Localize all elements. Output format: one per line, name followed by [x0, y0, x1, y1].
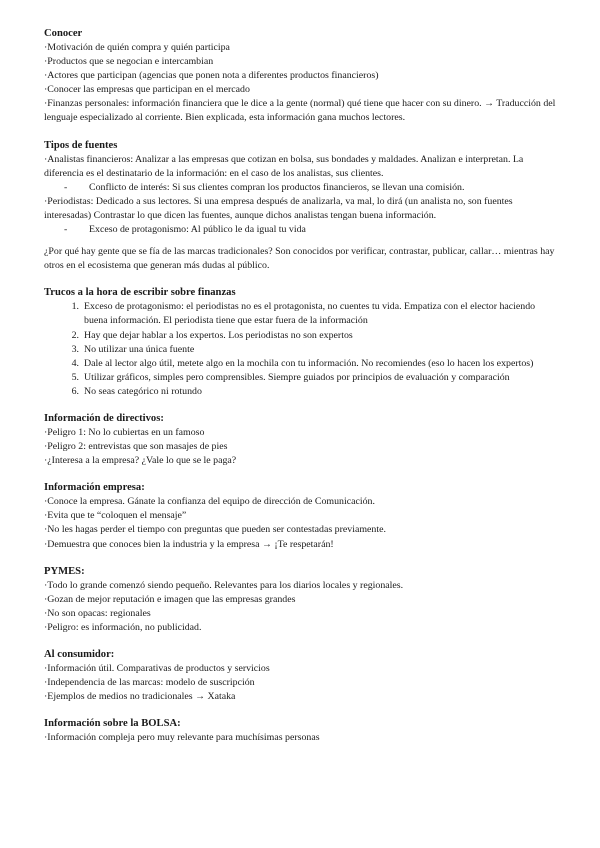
list-item-text: Dale al lector algo útil, metete algo en la mochila con tu información. No recomiendes (eso lo hacen los expertos) — [84, 357, 534, 369]
list-item — [44, 300, 556, 328]
bullet-line: ·Peligro 2: entrevistas que son masajes de pies — [44, 441, 228, 453]
sub-item-text: Exceso de protagonismo: Al público le da igual tu vida — [89, 224, 306, 236]
bullet-line: ·No les hagas perder el tiempo con preguntas que pueden ser contestadas previamente. — [44, 524, 386, 536]
list-item-text: Exceso de protagonismo: el periodistas no es el protagonista, no cuentes tu vida. Empatiza con el elector haciendo buena información. El periodista tiene que estar fuera de la información — [84, 301, 536, 327]
bullet-line: ·Peligro: es información, no publicidad. — [44, 621, 202, 633]
section-heading: Al consumidor: — [44, 649, 115, 660]
section-heading: Trucos a la hora de escribir sobre finanzas — [44, 287, 236, 299]
list-number: 4. — [71, 357, 79, 369]
bullet-line: ·No son opacas: regionales — [44, 607, 151, 619]
section-heading: Conocer — [44, 28, 83, 39]
bullet-line: ·Evita que te “coloquen el mensaje” — [44, 510, 187, 522]
bullet-line: ·Periodistas: Dedicado a sus lectores. Si una empresa después de analizarla, va mal, lo dirá (un analista no, son fuentes interesadas) Contrastar lo que dicen las fuentes, aunque dichos analistas tengan buena información. — [44, 195, 513, 221]
list-item — [44, 357, 556, 371]
bullet-line: ·Productos que se negocian e intercambian — [44, 56, 214, 68]
paragraph: ¿Por qué hay gente que se fía de las marcas tradicionales? Son conocidos por verificar, contrastar, publicar, callar… mientras hay otros en el ecosistema que generan más dudas al público. — [44, 246, 555, 272]
list-number: 6. — [71, 385, 79, 397]
sub-item — [44, 181, 556, 195]
section-heading: Tipos de fuentes — [44, 139, 118, 151]
list-number: 5. — [71, 371, 79, 383]
list-number: 1. — [71, 301, 79, 313]
bullet-line: ·Información útil. Comparativas de productos y servicios — [44, 663, 270, 674]
section-trucos — [44, 286, 556, 399]
section-heading: Información sobre la BOLSA: — [44, 718, 181, 730]
bullet-line: ·Conoce la empresa. Gánate la confianza del equipo de dirección de Comunicación. — [44, 496, 375, 508]
section-bolsa — [44, 717, 556, 745]
list-number: 2. — [71, 329, 79, 341]
list-number: 3. — [71, 343, 79, 355]
section-heading: Información empresa: — [44, 482, 145, 494]
list-item-text: No seas categórico ni rotundo — [84, 385, 202, 397]
section-pymes — [44, 565, 556, 635]
bullet-line: ·Motivación de quién compra y quién participa — [44, 42, 230, 53]
bullet-line: ·¿Interesa a la empresa? ¿Vale lo que se le paga? — [44, 455, 237, 467]
bullet-line: ·Demuestra que conoces bien la industria y la empresa → ¡Te respetarán! — [44, 538, 334, 550]
document-page — [44, 27, 556, 758]
dash-marker: - — [64, 181, 68, 193]
section-consumidor — [44, 648, 556, 704]
list-item — [44, 329, 556, 343]
bullet-line: ·Todo lo grande comenzó siendo pequeño. Relevantes para los diarios locales y regionales. — [44, 579, 404, 591]
list-item — [44, 371, 556, 385]
dash-marker: - — [64, 224, 68, 236]
section-directivos — [44, 412, 556, 468]
section-empresa — [44, 481, 556, 551]
section-conocer — [44, 27, 556, 126]
bullet-line: ·Ejemplos de medios no tradicionales → Xataka — [44, 691, 236, 703]
section-heading: Información de directivos: — [44, 412, 164, 424]
bullet-line: ·Independencia de las marcas: modelo de suscripción — [44, 677, 255, 689]
list-item — [44, 385, 556, 399]
bullet-line: ·Conocer las empresas que participan en el mercado — [44, 84, 250, 96]
bullet-line: ·Actores que participan (agencias que ponen nota a diferentes productos financieros) — [44, 70, 379, 82]
bullet-line: ·Peligro 1: No lo cubiertas en un famoso — [44, 426, 205, 438]
sub-item — [44, 223, 556, 237]
list-item-text: Hay que dejar hablar a los expertos. Los periodistas no son expertos — [84, 329, 353, 341]
section-tipos-de-fuentes — [44, 139, 556, 274]
bullet-line: ·Finanzas personales: información financiera que le dice a la gente (normal) qué tiene que hacer con su dinero. → Traducción del lenguaje especializado al corriente. Bien explicada, esta información gana muchos lectores. — [44, 98, 556, 124]
sub-item-text: Conflicto de interés: Si sus clientes compran los productos financieros, se llevan una comisión. — [89, 181, 465, 193]
section-heading: PYMES: — [44, 565, 85, 577]
numbered-list — [44, 300, 556, 399]
bullet-line: ·Información compleja pero muy relevante para muchísimas personas — [44, 732, 320, 744]
bullet-line: ·Analistas financieros: Analizar a las empresas que cotizan en bolsa, sus bondades y maldades. Analizan e interpretan. La diferencia es el destinatario de la información: en el caso de los analistas, sus clientes. — [44, 153, 524, 179]
list-item-text: No utilizar una única fuente — [84, 343, 195, 355]
list-item-text: Utilizar gráficos, simples pero comprensibles. Siempre guiados por principios de evaluación y comparación — [84, 371, 510, 383]
bullet-line: ·Gozan de mejor reputación e imagen que las empresas grandes — [44, 593, 296, 605]
list-item — [44, 343, 556, 357]
